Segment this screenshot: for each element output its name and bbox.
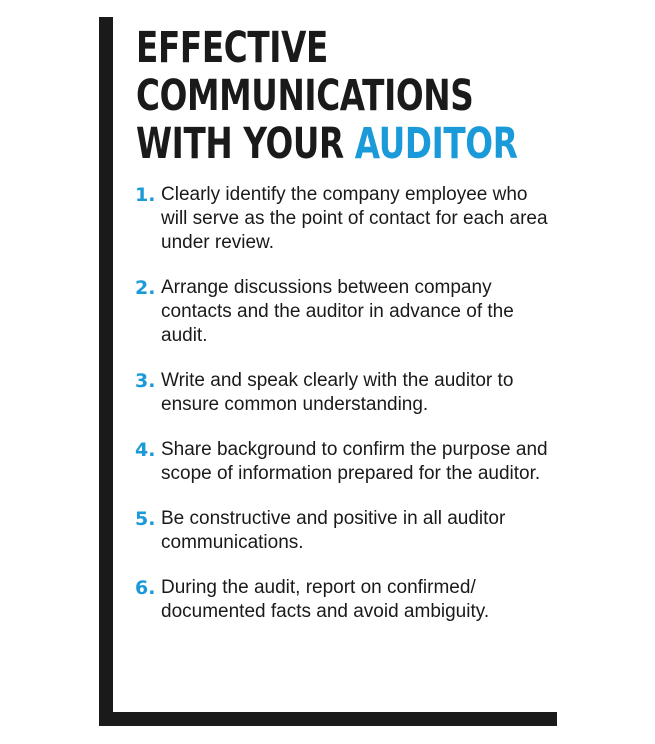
item-number: 5. [135,508,156,530]
list-item [135,183,555,255]
list-item [135,438,555,486]
list-item [135,507,555,555]
item-number: 4. [135,439,156,461]
frame-bottom-bar [99,712,557,726]
item-text: Arrange discussions between company contacts and the auditor in advance of the audit. [161,277,514,346]
title-line-3 [136,120,517,168]
title-accent-word: AUDITOR [354,119,518,169]
item-number: 1. [135,184,156,206]
tips-list [135,183,555,645]
title-line-1: EFFECTIVE [136,23,328,73]
item-text: Clearly identify the company employee who will serve as the point of contact for each area under review. [161,184,548,253]
item-text: Be constructive and positive in all auditor communications. [161,508,506,553]
item-text: During the audit, report on confirmed/ documented facts and avoid ambiguity. [161,577,490,622]
item-number: 6. [135,577,156,599]
item-text: Share background to confirm the purpose and scope of information prepared for the auditor. [161,439,548,484]
title-line-2: COMMUNICATIONS [136,71,474,121]
list-item [135,576,555,624]
title-line-3-prefix: WITH YOUR [136,119,344,169]
frame-left-bar [99,17,113,726]
item-number: 3. [135,370,156,392]
item-text: Write and speak clearly with the auditor to ensure common understanding. [161,370,514,415]
item-number: 2. [135,277,156,299]
page-title [136,24,517,168]
list-item [135,369,555,417]
list-item [135,276,555,348]
